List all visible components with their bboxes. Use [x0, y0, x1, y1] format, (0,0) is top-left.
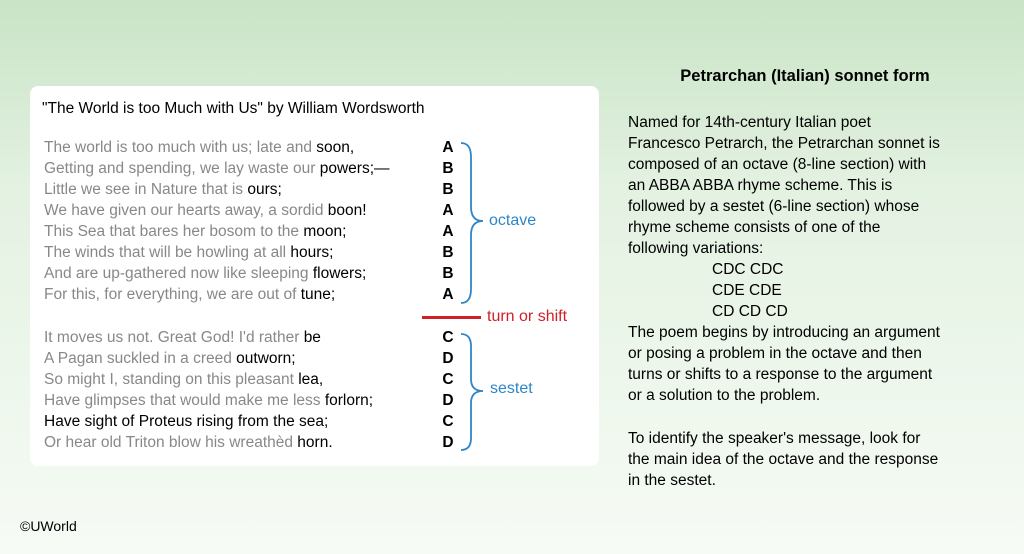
info-paragraph-line: or posing a problem in the octave and then — [628, 345, 922, 362]
info-paragraph-line: the main idea of the octave and the response — [628, 451, 939, 468]
rhyme-letter: C — [442, 329, 454, 346]
poem-line: This Sea that bares her bosom to the moon; — [44, 223, 347, 240]
rhyme-letter: B — [442, 265, 454, 282]
rhyme-letter: C — [442, 371, 454, 388]
poem-line: The winds that will be howling at all hours; — [44, 244, 334, 261]
poem-line: Or hear old Triton blow his wreathèd horn. — [44, 434, 333, 451]
info-paragraph-line: rhyme scheme consists of one of the — [628, 219, 881, 236]
rhyme-letter: A — [442, 286, 454, 303]
poem-line: A Pagan suckled in a creed outworn; — [44, 350, 296, 367]
info-paragraph-line: or a solution to the problem. — [628, 387, 821, 404]
poem-line: Getting and spending, we lay waste our powers;— — [44, 160, 390, 177]
info-paragraph-line: an ABBA ABBA rhyme scheme. This is — [628, 177, 893, 194]
info-paragraph-line: turns or shifts to a response to the argument — [628, 366, 933, 383]
octave-brace — [459, 141, 487, 305]
poem-line: So might I, standing on this pleasant lea, — [44, 371, 324, 388]
poem-line: And are up-gathered now like sleeping flowers; — [44, 265, 367, 282]
rhyme-letter: D — [442, 350, 454, 367]
poem-line: The world is too much with us; late and soon, — [44, 139, 355, 156]
poem-title: "The World is too Much with Us" by William Wordsworth — [42, 100, 425, 117]
poem-line: For this, for everything, we are out of tune; — [44, 286, 336, 303]
turn-marker-line — [422, 316, 481, 319]
rhyme-letter: B — [442, 160, 454, 177]
rhyme-variation: CDE CDE — [712, 282, 782, 299]
rhyme-letter: D — [442, 434, 454, 451]
copyright-notice: ©UWorld — [20, 518, 77, 534]
info-paragraph-line: following variations: — [628, 240, 764, 257]
rhyme-letter: A — [442, 139, 454, 156]
rhyme-letter: A — [442, 202, 454, 219]
turn-label: turn or shift — [487, 308, 568, 325]
info-paragraph-line: Named for 14th-century Italian poet — [628, 114, 871, 131]
rhyme-variation: CD CD CD — [712, 303, 788, 320]
sestet-brace — [459, 332, 487, 454]
rhyme-variation: CDC CDC — [712, 261, 784, 278]
info-paragraph-line: Francesco Petrarch, the Petrarchan sonnet is — [628, 135, 940, 152]
poem-line: Have glimpses that would make me less forlorn; — [44, 392, 374, 409]
info-paragraph-line: composed of an octave (8-line section) with — [628, 156, 927, 173]
info-paragraph-line: To identify the speaker's message, look for — [628, 430, 921, 447]
rhyme-letter: B — [442, 181, 454, 198]
poem-line: Little we see in Nature that is ours; — [44, 181, 282, 198]
rhyme-letter: C — [442, 413, 454, 430]
sestet-label: sestet — [490, 380, 533, 397]
info-paragraph-line: in the sestet. — [628, 472, 716, 489]
info-paragraph-line: The poem begins by introducing an argument — [628, 324, 940, 341]
poem-line: It moves us not. Great God! I'd rather be — [44, 329, 321, 346]
rhyme-letter: A — [442, 223, 454, 240]
rhyme-letter: D — [442, 392, 454, 409]
info-title: Petrarchan (Italian) sonnet form — [680, 67, 930, 85]
octave-label: octave — [489, 212, 537, 229]
rhyme-letter: B — [442, 244, 454, 261]
info-paragraph-line: followed by a sestet (6-line section) whose — [628, 198, 920, 215]
poem-line: Have sight of Proteus rising from the sea; — [44, 413, 329, 430]
poem-line: We have given our hearts away, a sordid boon! — [44, 202, 367, 219]
